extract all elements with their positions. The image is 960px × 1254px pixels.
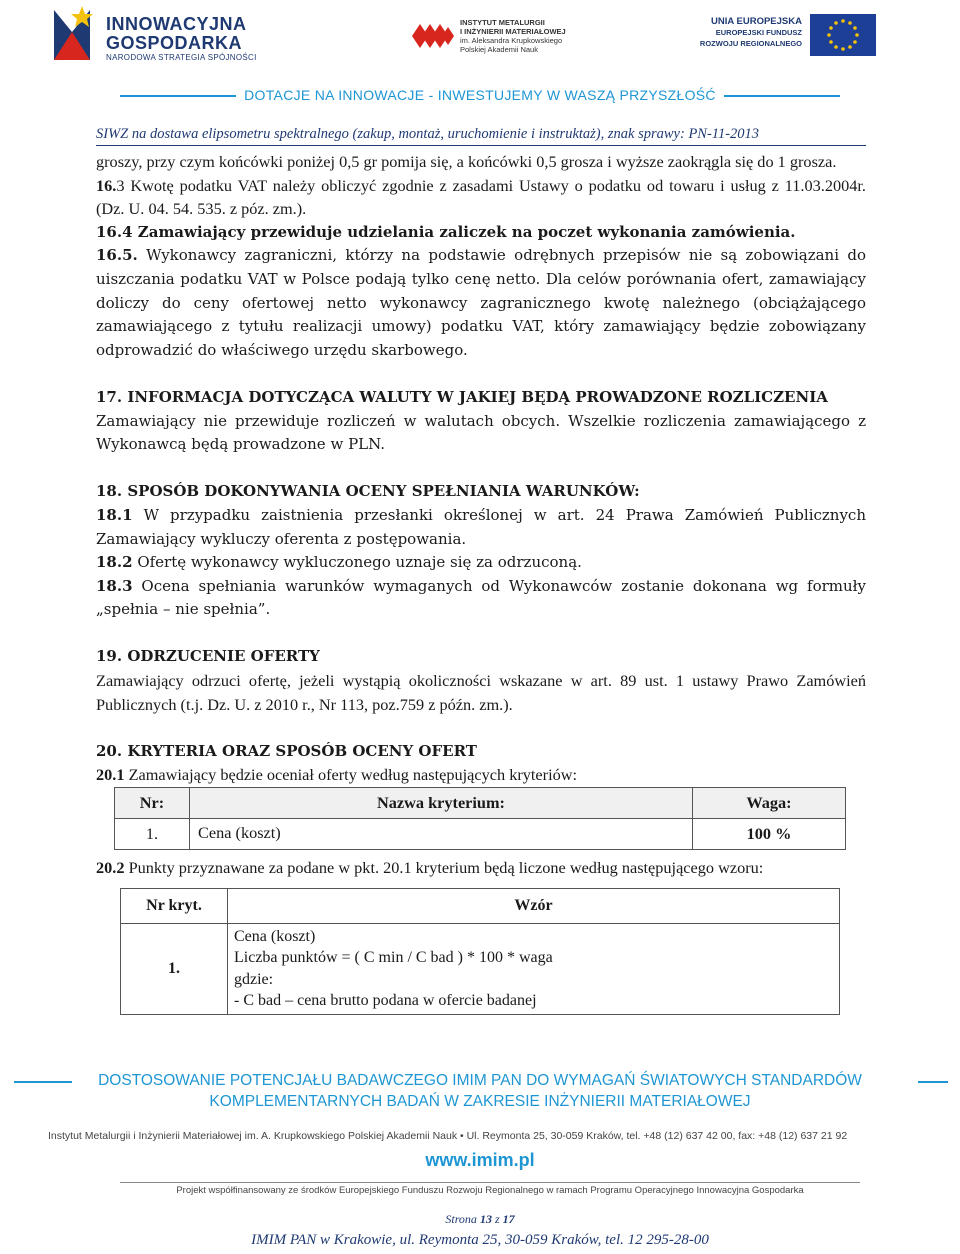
heading-17 — [96, 386, 866, 410]
section-num: 20.1 — [96, 765, 125, 785]
section-num: 17. — [96, 387, 123, 406]
ue-line2: EUROPEJSKI FUNDUSZ — [715, 28, 802, 37]
slogan-row — [0, 84, 960, 108]
paragraph-18-2 — [96, 551, 866, 575]
table-row — [121, 923, 840, 1014]
paragraph-text: Ocena spełniania warunków wymaganych od Wykonawców zostanie dokonana wg formuły „spełnia – nie spełnia”. — [96, 576, 866, 619]
slogan: DOTACJE NA INNOWACJE - INWESTUJEMY W WASZĄ PRZYSZŁOŚĆ — [236, 87, 724, 103]
heading-18 — [96, 480, 866, 504]
paragraph-20-2 — [96, 856, 866, 880]
paragraph-text: Ofertę wykonawcy wykluczonego uznaje się za odrzuconą. — [132, 553, 582, 572]
paragraph-19: Zamawiający odrzuci ofertę, jeżeli wystąpią okoliczności wskazane w art. 89 ust. 1 ustawy Prawo Zamówień Publicznych (t.j. Dz. U. z 2010 r., Nr 113, poz.759 z późn. zm.). — [96, 671, 866, 714]
cell-nr: 1. — [121, 923, 228, 1014]
paragraph-text: Zamawiający będzie oceniał oferty według następujących kryteriów: — [124, 765, 578, 785]
cell-nr: 1. — [115, 819, 190, 850]
section-num: 19. — [96, 647, 123, 666]
paragraph-20-1 — [96, 763, 866, 787]
section-num: 18.3 — [96, 576, 133, 595]
page-label: Strona — [445, 1212, 477, 1226]
section-num: 20.2 — [96, 858, 125, 878]
ig-line3: NARODOWA STRATEGIA SPÓJNOŚCI — [106, 53, 257, 62]
cell-weight: 100 % — [693, 819, 846, 850]
page-current: 13 — [479, 1212, 492, 1226]
header-nr-kryt: Nr kryt. — [121, 888, 228, 923]
imim-logo — [412, 14, 582, 58]
heading-text: ODRZUCENIE OFERTY — [122, 647, 320, 666]
paragraph-text: Punkty przyznawane za podane w pkt. 20.1 kryterium będą liczone według następującego wzoru: — [124, 858, 764, 878]
header-weight: Waga: — [693, 788, 846, 819]
heading-20 — [96, 740, 866, 764]
innowacyjna-gospodarka-logo — [52, 2, 262, 66]
paragraph-text: W przypadku zaistnienia przesłanki określonej w art. 24 Prawa Zamówień Publicznych Zamawiający wykluczy oferenta z postępowania. — [96, 505, 866, 548]
table-header-row — [115, 788, 846, 819]
cell-name: Cena (koszt) — [190, 819, 693, 850]
heading-text: KRYTERIA ORAZ SPOSÓB OCENY OFERT — [122, 741, 477, 760]
paragraph-16-4 — [96, 221, 866, 245]
header-wzor: Wzór — [228, 888, 840, 923]
header-name: Nazwa kryterium: — [190, 788, 693, 819]
paragraph-text: Wykonawcy zagraniczni, którzy na podstawie odrębnych przepisów nie są zobowiązani do uiszczania podatku VAT w Polsce podają tylko cenę netto. Dla celów porównania ofert, zamawiający doliczy do ceny ofertowej netto wykonawcy zagranicznego kwotę należnego (obciążającego zamawiającego z tytułu realizacji umowy) podatku VAT, który zamawiający będzie zobowiązany odprowadzić do właściwego urzędu skarbowego. — [96, 246, 866, 359]
footer-address: Instytut Metalurgii i Inżynierii Materiałowej im. A. Krupkowskiego Polskiej Akademii Nauk • Ul. Reymonta 25, 30-059 Kraków, tel. +48 (12) 637 42 00, fax: +48 (12) 637 21 92 — [48, 1130, 848, 1142]
section-num: 20. — [96, 741, 123, 760]
section-num: 16.5. — [96, 246, 138, 265]
ig-line1: INNOWACYJNA — [106, 14, 247, 34]
page-of: z — [494, 1212, 500, 1226]
criteria-table — [114, 787, 846, 850]
formula-table — [120, 888, 840, 1015]
section-num: 16. — [96, 175, 117, 195]
paragraph-18-3 — [96, 575, 866, 622]
ig-line2: GOSPODARKA — [106, 33, 243, 53]
footer-project-note: Projekt współfinansowany ze środków Europejskiego Funduszu Rozwoju Regionalnego w ramach Programu Operacyjnego Innowacyjna Gospodarka — [120, 1182, 860, 1196]
page-number — [0, 1212, 960, 1227]
paragraph-16-3 — [96, 174, 866, 221]
paragraph-text: Kwotę podatku VAT należy obliczyć zgodnie z zasadami Ustawy o podatku od towaru i usług z 11.03.2004r. (Dz. U. 04. 54. 535. z póz. zm.). — [96, 175, 866, 219]
section-num-suffix: 3 — [116, 175, 125, 195]
document-body — [96, 150, 866, 1015]
ue-line1: UNIA EUROPEJSKA — [711, 16, 802, 27]
eu-logo — [690, 12, 890, 56]
formula-line: Liczba punktów = ( C min / C bad ) * 100 * waga — [234, 949, 553, 967]
footer-title-line2: KOMPLEMENTARNYCH BADAŃ W ZAKRESIE INŻYNIERII MATERIAŁOWEJ — [209, 1093, 751, 1110]
footer-website-link[interactable]: www.imim.pl — [425, 1150, 535, 1170]
section-num: 18.1 — [96, 505, 133, 524]
imim-line4: Polskiej Akademii Nauk — [460, 45, 538, 54]
cell-formula — [228, 923, 840, 1014]
formula-line: Cena (koszt) — [234, 927, 316, 945]
paragraph-18-1 — [96, 504, 866, 551]
heading-text: SPOSÓB DOKONYWANIA OCENY SPEŁNIANIA WARUNKÓW: — [122, 482, 640, 501]
document-header: SIWZ na dostawa elipsometru spektralnego (zakup, montaż, uruchomienie i instruktaż), znak sprawy: PN-11-2013 — [96, 126, 866, 146]
paragraph-text: Zamawiający przewiduje udzielania zaliczek na poczet wykonania zamówienia. — [132, 222, 796, 241]
ig-flag-icon — [52, 2, 100, 64]
imim-mark-icon — [412, 18, 454, 52]
paragraph-17: Zamawiający nie przewiduje rozliczeń w walutach obcych. Wszelkie rozliczenia zamawiającego z Wykonawcą będą prowadzone w PLN. — [96, 411, 866, 454]
table-row — [115, 819, 846, 850]
footer-project-title — [0, 1072, 960, 1110]
table-header-row — [121, 888, 840, 923]
paragraph-16-5 — [96, 244, 866, 362]
formula-line: - C bad – cena brutto podana w ofercie badanej — [234, 992, 537, 1010]
formula-line: gdzie: — [234, 970, 274, 988]
section-num: 16.4 — [96, 222, 133, 241]
imim-line2: I INŻYNIERII MATERIAŁOWEJ — [460, 27, 566, 36]
heading-text: INFORMACJA DOTYCZĄCA WALUTY W JAKIEJ BĘDĄ PROWADZONE ROZLICZENIA — [122, 387, 828, 406]
heading-19 — [96, 645, 866, 669]
header-nr: Nr: — [115, 788, 190, 819]
page-bottom-address: IMIM PAN w Krakowie, ul. Reymonta 25, 30-059 Kraków, tel. 12 295-28-00 — [251, 1232, 709, 1248]
imim-line3: im. Aleksandra Krupkowskiego — [460, 36, 563, 45]
section-num: 18.2 — [96, 553, 133, 572]
ue-line3: ROZWOJU REGIONALNEGO — [699, 39, 802, 48]
eu-flag-icon — [810, 14, 876, 56]
section-num: 18. — [96, 482, 123, 501]
imim-line1: INSTYTUT METALURGII — [460, 18, 545, 27]
footer-title-line1: DOSTOSOWANIE POTENCJAŁU BADAWCZEGO IMIM PAN DO WYMAGAŃ ŚWIATOWYCH STANDARDÓW — [98, 1072, 862, 1089]
paragraph-rounding: groszy, przy czym końcówki poniżej 0,5 gr pomija się, a końcówki 0,5 grosza i wyższe zaokrągla się do 1 grosza. — [96, 152, 837, 171]
page-total: 17 — [502, 1212, 515, 1226]
